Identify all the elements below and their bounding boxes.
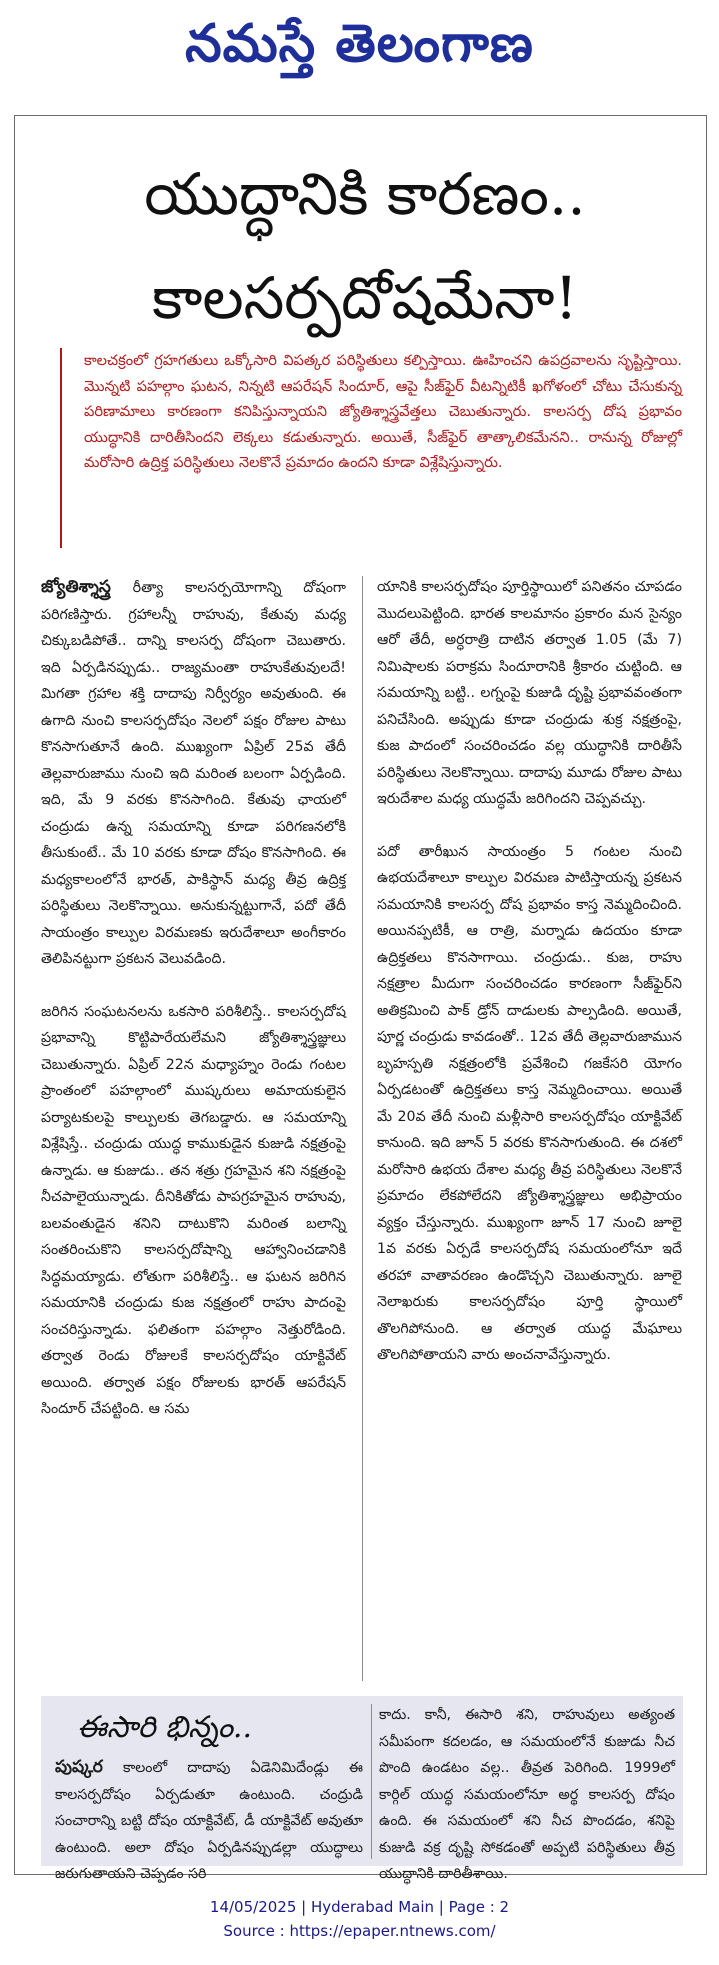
left-paragraph-1-text: రీత్యా కాలసర్పయోగాన్ని దోషంగా పరిగణిస్తారు. గ్రహాలన్నీ రాహువు, కేతువు మధ్య చిక్కుబడిపోతే.. దాన్ని కాలసర్ప దోషంగా చెబుతారు. ఇది ఏర్పడినప్పుడు.. రాజ్యమంతా రాహుకేతువులదే! మిగతా గ్రహాల శక్తి దాదాపు నిర్వీర్యం అవుతుంది. ఈ ఉగాది నుంచి కాలసర్పదోషం నెలలో పక్షం రోజుల పాటు కొనసాగుతూనే ఉంది. ముఖ్యంగా ఏప్రిల్ 25వ తేదీ తెల్లవారుజాము నుంచి ఇది మరింత బలంగా ఏర్పడింది. ఇది, మే 9 వరకు కొనసాగింది. కేతువు ఛాయలో చంద్రుడు ఉన్న సమయాన్ని కూడా పరిగణనలోకి తీసుకుంటే.. మే 10 వరకు కూడా దోషం కొనసాగింది. ఈ మధ్యకాలంలోనే భారత్, పాకిస్థాన్ మధ్య తీవ్ర ఉద్రిక్త పరిస్థితులు నెలకొన్నాయి. అనుకున్నట్టుగానే, పదో తేదీ సాయంత్రం కాల్పుల విరమణకు ఇరుదేశాలూ అంగీకారం తెలిపినట్టుగా ప్రకటన వెలువడింది. [41, 580, 346, 967]
footer-edition-line: 14/05/2025 | Hyderabad Main | Page : 2 [209, 1898, 510, 1916]
headline-line-1: యుద్ధానికి కారణం.. [144, 160, 586, 228]
article-headline [45, 142, 685, 350]
right-paragraph-1: యానికి కాలసర్పదోషం పూర్తిస్థాయిలో పనితనం చూపడం మొదలుపెట్టింది. భారత కాలమానం ప్రకారం మన సైన్యం ఆరో తేదీ, అర్ధరాత్రి దాటిన తర్వాత 1.05 (మే 7) నిమిషాలకు పరాక్రమ సిందూరానికి శ్రీకారం చుట్టింది. ఆ సమయాన్ని బట్టి.. లగ్నంపై కుజుడి దృష్టి ప్రభావవంతంగా పనిచేసింది. అప్పుడు కూడా చంద్రుడు శుక్ర నక్షత్రంపై, కుజ పాదంలో సంచరించడం వల్ల యుద్ధానికి దారితీసే పరిస్థితులు నెలకొన్నాయి. దాదాపు మూడు రోజుల పాటు ఇరుదేశాల మధ్య యుద్ధమే జరిగిందని చెప్పవచ్చు. [377, 579, 682, 807]
column-divider [362, 576, 363, 1681]
box-divider [371, 1704, 372, 1859]
right-paragraph-2: పదో తారీఖున సాయంత్రం 5 గంటల నుంచి ఉభయదేశాలూ కాల్పుల విరమణ పాటిస్తాయన్న ప్రకటన సమయానికి కాలసర్ప దోష ప్రభావం కాస్త నెమ్మదించింది. అయినప్పటికీ, ఆ రాత్రి, మర్నాడు ఉదయం కూడా ఉద్రిక్తతలు కొనసాగాయి. చంద్రుడు.. కుజ, రాహు నక్షత్రాల మీదుగా సంచరించడం కారణంగా సీజ్‌ఫైర్‌ని అతిక్రమించి పాక్ డ్రోన్ దాడులకు పాల్పడింది. అయితే, పూర్ణ చంద్రుడు కావడంతో.. 12వ తేదీ తెల్లవారుజామున బృహస్పతి నక్షత్రంలోకి ప్రవేశించి గజకేసరి యోగం ఏర్పడటంతో ఉద్రిక్తతలు కాస్త నెమ్మదించాయి. అయితే మే 20వ తేదీ నుంచి మళ్లీసారి కాలసర్పదోషం యాక్టివేట్ కానుంది. ఇది జూన్ 5 వరకు కొనసాగుతుంది. ఈ దశలో మరోసారి ఉభయ దేశాల మధ్య తీవ్ర పరిస్థితులు నెలకొనే ప్రమాదం లేకపోలేదని జ్యోతిశ్శాస్త్రజ్ఞులు అభిప్రాయం వ్యక్తం చేస్తున్నారు. ముఖ్యంగా జూన్ 17 నుంచి జూలై 1వ వరకు ఏర్పడే కాలసర్పదోష సమయంలోనూ ఇదే తరహా వాతావరణం ఉండొచ్చని చెబుతున్నారు. జూలై నెలాఖరుకు కాలసర్పదోషం పూర్తి స్థాయిలో తొలగిపోనుంది. ఆ తర్వాత యుద్ధ మేఘాలు తొలగిపోతాయని వారు అంచనావేస్తున్నారు. [377, 843, 682, 1363]
headline-line-2: కాలసర్పదోషమేనా! [152, 264, 578, 332]
footer-source-line: Source : https://epaper.ntnews.com/ [223, 1922, 496, 1940]
sidebar-box [41, 1696, 683, 1882]
article-column-right [377, 574, 682, 1684]
box-column-right: కాదు. కానీ, ఈసారి శని, రాహువులు అత్యంత సమీపంగా కదలడం, ఆ సమయంలోనే కుజుడు నీచ పొంది ఉండటం వల్ల.. తీవ్రత పెరిగింది. 1999లో కార్గిల్ యుద్ధ సమయంలోనూ అర్థ కాలసర్ప దోషం ఉంది. ఈ సమయంలో శని నీచ పొందడం, శనిపై కుజుడి వక్ర దృష్టి సోకడంతో అప్పటి పరిస్థితులు తీవ్ర యుద్ధానికి దారితీశాయి. [379, 1707, 675, 1882]
box-lead-word: పుష్కర [55, 1757, 103, 1777]
left-paragraph-1 [41, 574, 346, 973]
box-column-left [55, 1754, 363, 1882]
article-intro: కాలచక్రంలో గ్రహగతులు ఒక్కోసారి విపత్కర పరిస్థితులు కల్పిస్తాయి. ఊహించని ఉపద్రవాలను సృష్టిస్తాయి. మొన్నటి పహల్గాం ఘటన, నిన్నటి ఆపరేషన్ సిందూర్, ఆపై సీజ్‌ఫైర్ వీటన్నిటికీ ఖగోళంలో చోటు చేసుకున్న పరిణామాలు కారణంగా కనిపిస్తున్నాయని జ్యోతిశ్శాస్త్రవేత్తలు చెబుతున్నారు. కాలసర్ప దోష ప్రభావం యుద్ధానికి దారితీసిందని లెక్కలు కడుతున్నారు. అయితే, సీజ్‌ఫైర్ తాత్కాలికమేనని.. రానున్న రోజుల్లో మరోసారి ఉద్రిక్త పరిస్థితులు నెలకొనే ప్రమాదం ఉందని కూడా విశ్లేషిస్తున్నారు. [60, 348, 682, 548]
left-paragraph-2: జరిగిన సంఘటనలను ఒకసారి పరిశీలిస్తే.. కాలసర్పదోష ప్రభావాన్ని కొట్టిపారేయలేమని జ్యోతిశ్శాస్త్రజ్ఞులు చెబుతున్నారు. ఏప్రిల్ 22న మధ్యాహ్నం రెండు గంటల ప్రాంతంలో పహల్గాంలో ముష్కరులు అమాయకులైన పర్యాటకులపై కాల్పులకు తెగబడ్డారు. ఆ సమయాన్ని విశ్లేషిస్తే.. చంద్రుడు యుద్ధ కాముకుడైన కుజుడి నక్షత్రంపై ఉన్నాడు. ఆ కుజుడు.. తన శత్రు గ్రహమైన శని నక్షత్రంపై నీచపాలైయున్నాడు. దీనికితోడు పాపగ్రహమైన రాహువు, బలవంతుడైన శనిని దాటుకొని మరింత బలాన్ని సంతరించుకొని కాలసర్పదోషాన్ని ఆహ్వానించడానికి సిద్ధమయ్యాడు. లోతుగా పరిశీలిస్తే.. ఆ ఘటన జరిగిన సమయానికి చంద్రుడు కుజ నక్షత్రంలో రాహు పాదంపై సంచరిస్తున్నాడు. ఫలితంగా పహల్గాం నెత్తురోడింది. తర్వాత రెండు రోజులకే కాలసర్పదోషం యాక్టివేట్ అయింది. తర్వాత పక్షం రోజులకు భారత్ ఆపరేషన్ సిందూర్ చేపట్టింది. ఆ సమ [41, 1003, 346, 1417]
masthead [0, 0, 719, 100]
lead-word: జ్యోతిశ్శాస్త్ర [41, 577, 111, 597]
article-column-left [41, 574, 346, 1684]
box-title: ఈసారి భిన్నం.. [77, 1710, 253, 1745]
page-footer [0, 1895, 719, 1943]
article [14, 115, 707, 1882]
box-left-text: కాలంలో దాదాపు ఏడెనిమిదేండ్లు ఈ కాలసర్పదోషం ఏర్పడుతూ ఉంటుంది. చంద్రుడి సంచారాన్ని బట్టి దోషం యాక్టివేట్, డీ యాక్టివేట్ అవుతూ ఉంటుంది. అలా దోషం ఏర్పడినప్పుడల్లా యుద్ధాలు జరుగుతాయని చెప్పడం సరి [55, 1760, 363, 1882]
newspaper-logo: నమస్తే తెలంగాణ [185, 13, 534, 74]
